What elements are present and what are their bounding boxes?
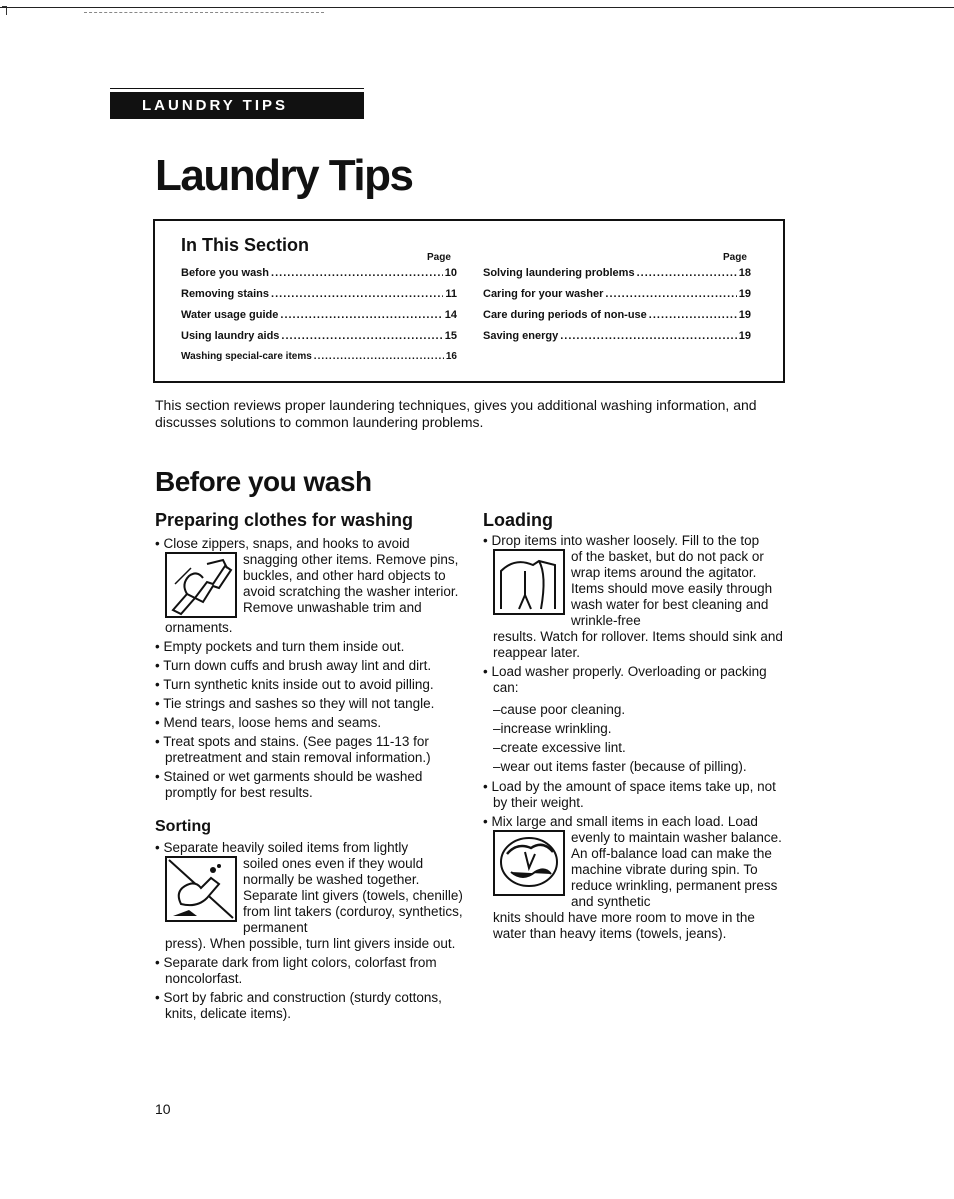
toc-leader (271, 267, 443, 279)
washer-basket-icon (495, 551, 563, 613)
toc-leader (314, 351, 444, 362)
in-this-section-box (153, 219, 785, 383)
toc-leader (649, 309, 737, 321)
dash-item: –cause poor cleaning. (493, 702, 626, 717)
loading-mix-tail-text: knits should have more room to move in the water than heavy items (towels, jeans). (493, 910, 755, 941)
sorting-illustration (165, 856, 237, 922)
loading-bullet: • Load washer properly. Overloading or packing can: (483, 664, 767, 695)
sorting-heading: Sorting (155, 818, 211, 835)
toc-entry-label: Water usage guide (181, 309, 279, 321)
sorting-first-bullet: • Separate heavily soiled items from lightly (155, 840, 409, 855)
toc-entry-label: Caring for your washer (483, 288, 604, 300)
loading-mix-figure-wrap (483, 830, 788, 910)
toc-entry[interactable] (483, 309, 751, 330)
loading-mix-bullet: • Mix large and small items in each load. Load (483, 814, 758, 829)
toc-leader (605, 288, 736, 300)
dash-item: –wear out items faster (because of pilling). (493, 759, 747, 774)
toc-entry-label: Removing stains (181, 288, 270, 300)
toc-entry[interactable] (181, 351, 457, 372)
loading-wrap-text: of the basket, but do not pack or wrap items around the agitator. Items should move easily through wash water for best cleaning and wrinkle-free (571, 549, 773, 628)
tab-rule (110, 88, 364, 89)
toc-title: In This Section (181, 235, 310, 255)
toc-page-header-left: Page (427, 252, 451, 263)
sorting-bullet: • Separate dark from light colors, colorfast from noncolorfast. (155, 955, 437, 986)
toc-entry-page: 19 (738, 288, 751, 300)
toc-entry[interactable] (181, 267, 457, 288)
preparing-tail-text: ornaments. (165, 620, 233, 635)
top-rule (0, 7, 954, 8)
toc-entry-page: 15 (444, 330, 457, 342)
washer-basket-illustration (493, 549, 565, 615)
dash-item: –create excessive lint. (493, 740, 626, 755)
toc-leader (560, 330, 737, 342)
toc-entry[interactable] (483, 288, 751, 309)
sorting-bullet: • Sort by fabric and construction (sturdy cottons, knits, delicate items). (155, 990, 442, 1021)
preparing-wrap-text: snagging other items. Remove pins, buckles, and other hard objects to avoid scratching the washer interior. Remove unwashable trim and (243, 552, 459, 615)
intro-paragraph: This section reviews proper laundering techniques, gives you additional washing information, and discusses solutions to common laundering problems. (155, 397, 757, 430)
lint-sorting-icon (167, 858, 235, 920)
toc-leader (281, 330, 442, 342)
toc-entry[interactable] (181, 309, 457, 330)
toc-entry-label: Before you wash (181, 267, 270, 279)
toc-entry[interactable] (181, 330, 457, 351)
preparing-figure-wrap (155, 552, 465, 620)
preparing-bullet: • Treat spots and stains. (See pages 11-13 for pretreatment and stain removal information.) (155, 734, 431, 765)
toc-entry-label: Washing special-care items (181, 351, 312, 362)
loading-bullet: • Load by the amount of space items take up, not by their weight. (483, 779, 776, 810)
toc-leader (637, 267, 737, 279)
zipper-illustration (165, 552, 237, 618)
toc-entry-page: 18 (738, 267, 751, 279)
sorting-column (155, 840, 465, 1025)
toc-leader (280, 309, 442, 321)
toc-entry-label: Care during periods of non-use (483, 309, 647, 321)
section-title: Before you wash (155, 466, 372, 497)
toc-page-header-right: Page (723, 252, 747, 263)
preparing-bullet: • Tie strings and sashes so they will not tangle. (155, 696, 435, 711)
loading-first-bullet: • Drop items into washer loosely. Fill to the top (483, 533, 760, 548)
balanced-load-illustration (493, 830, 565, 896)
toc-left-column (181, 267, 457, 372)
toc-right-column (483, 267, 751, 351)
loading-column (483, 533, 788, 942)
loading-heading: Loading (483, 510, 553, 530)
preparing-bullet: • Stained or wet garments should be washed promptly for best results. (155, 769, 423, 800)
loading-figure-wrap (483, 549, 788, 629)
toc-entry-page: 11 (445, 288, 457, 300)
toc-leader (271, 288, 443, 300)
toc-entry-page: 16 (445, 351, 457, 362)
preparing-column (155, 536, 465, 804)
section-tab: LAUNDRY TIPS (110, 92, 364, 119)
preparing-heading: Preparing clothes for washing (155, 510, 414, 530)
preparing-bullet: • Mend tears, loose hems and seams. (155, 715, 382, 730)
toc-entry-page: 19 (738, 330, 751, 342)
sorting-wrap-text: soiled ones even if they would normally be washed together. Separate lint givers (towels, chenille) from lint takers (corduroy, synthetics, permanent (243, 856, 463, 935)
toc-entry-label: Using laundry aids (181, 330, 280, 342)
sorting-tail-text: press). When possible, turn lint givers inside out. (165, 936, 456, 951)
top-rule-dashed (84, 12, 324, 13)
toc-entry-page: 19 (738, 309, 751, 321)
toc-entry[interactable] (483, 267, 751, 288)
balanced-load-icon (495, 832, 563, 894)
preparing-bullet: • Empty pockets and turn them inside out. (155, 639, 405, 654)
preparing-first-bullet: • Close zippers, snaps, and hooks to avoid (155, 536, 410, 551)
page-title: Laundry Tips (155, 151, 413, 200)
preparing-bullet: • Turn down cuffs and brush away lint and dirt. (155, 658, 432, 673)
loading-tail-text: results. Watch for rollover. Items should sink and reappear later. (493, 629, 783, 660)
zipper-icon (167, 554, 235, 616)
page-number: 10 (155, 1101, 171, 1117)
sorting-figure-wrap (155, 856, 465, 936)
preparing-bullet: • Turn synthetic knits inside out to avoid pilling. (155, 677, 434, 692)
toc-entry-label: Saving energy (483, 330, 559, 342)
dash-item: –increase wrinkling. (493, 721, 612, 736)
toc-entry[interactable] (483, 330, 751, 351)
toc-entry[interactable] (181, 288, 457, 309)
toc-entry-page: 10 (444, 267, 457, 279)
toc-entry-page: 14 (444, 309, 457, 321)
loading-mix-wrap-text: evenly to maintain washer balance. An off-balance load can make the machine vibrate during spin. To reduce wrinkling, permanent press and synthetic (571, 830, 782, 909)
toc-entry-label: Solving laundering problems (483, 267, 635, 279)
